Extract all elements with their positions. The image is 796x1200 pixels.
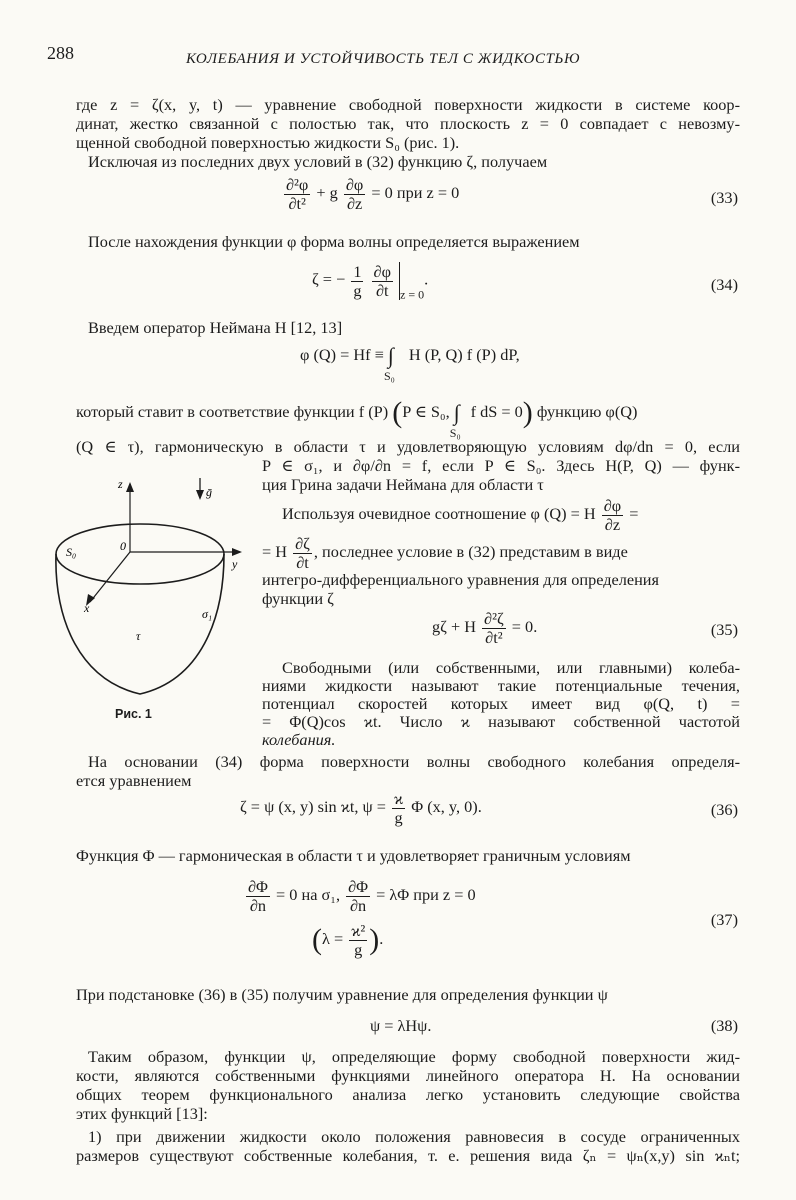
eq-text: + g — [316, 183, 338, 203]
equation-35 — [432, 610, 537, 647]
equation-37-line1 — [244, 878, 476, 915]
vessel-diagram — [40, 470, 260, 730]
x-axis — [90, 552, 130, 602]
equation-37-line2: (λ = $\frac{\text{ϰ²}}{g}$ ). — [312, 921, 384, 959]
equation-38: ψ = λHψ. — [370, 1016, 432, 1035]
text-line: ниями жидкости называют такие потенциальные течения, — [262, 676, 740, 695]
integral-subscript: S₀ — [383, 369, 395, 383]
text-line: размеров существуют собственные колебания, т. е. решения вида ζₙ = ψₙ(x,y) sin ϰₙt; — [76, 1146, 740, 1165]
eq-text: . — [379, 929, 384, 949]
text-line: общих теорем функционального анализа легко установить следующие свойства — [76, 1085, 740, 1104]
label-tau: τ — [136, 629, 141, 643]
label-z: z — [118, 477, 123, 491]
fraction-numerator: ∂Φ — [248, 877, 268, 896]
eq-text: φ (Q) = Hf ≡ — [300, 345, 384, 364]
label-s0: S₀ — [66, 545, 77, 559]
text-line: При подстановке (36) в (35) получим уравнение для определения функции ψ — [76, 985, 608, 1004]
eq-text: H (P, Q) f (P) dP, — [408, 345, 520, 364]
equation-label: (38) — [710, 1016, 738, 1035]
fraction-denominator: ∂z — [346, 194, 363, 213]
equation-neumann: φ $(Q) = Hf \equiv \int_{S_0}$ H (P, Q) f (P) dP, — [300, 343, 520, 383]
text-line: Таким образом, функции ψ, определяющие форму свободной поверхности жид- — [88, 1047, 740, 1066]
equation-label: (34) — [710, 275, 738, 294]
fraction-numerator: ∂ζ — [295, 534, 310, 553]
eval-subscript: z = 0 — [400, 287, 425, 302]
text-fragment: f dS = 0 — [470, 402, 523, 421]
text-line: щенной свободной поверхностью жидкости S₀ (рис. 1). — [76, 133, 460, 152]
page-number: 288 — [47, 43, 74, 63]
text-line: Введем оператор Неймана H [12, 13] — [88, 318, 343, 337]
text-fragment: = H — [262, 542, 288, 562]
figure-1 — [40, 470, 260, 730]
equation-label: (37) — [710, 910, 738, 929]
eq-text: ζ = ψ (x, y) sin ϰt, ψ = — [240, 797, 386, 817]
eq-text: gζ + H — [432, 617, 476, 637]
eq-text: ζ = − — [312, 269, 346, 289]
text-line: колебания. — [262, 730, 336, 749]
text-line: динат, жестко связанной с полостью так, что плоскость z = 0 совпадает с невозму- — [76, 114, 740, 133]
eq-text: = 0 на σ₁, — [276, 885, 341, 905]
fraction-numerator: ϰ — [394, 789, 404, 808]
integral-subscript: S₀ — [449, 426, 461, 440]
text-line: После нахождения функции φ форма волны определяется выражением — [88, 232, 580, 251]
fraction-denominator: g — [394, 808, 403, 827]
fraction-numerator: ∂φ — [345, 175, 364, 194]
fraction-numerator: ∂φ — [603, 496, 622, 515]
text-line: функции ζ — [262, 589, 334, 608]
text-line: этих функций [13]: — [76, 1104, 208, 1123]
text-fragment: P ∈ S₀, — [402, 402, 450, 421]
text-line: P ∈ σ₁, и ∂φ/∂n = f, если P ∈ S₀. Здесь H(P, Q) — функ- — [262, 456, 740, 475]
label-g: ḡ — [206, 485, 212, 499]
equation-36 — [240, 790, 482, 827]
gravity-arrow — [196, 490, 204, 500]
text-line: Исключая из последних двух условий в (32) функцию ζ, получаем — [88, 152, 548, 171]
label-origin: 0 — [120, 539, 126, 553]
fraction-numerator: ∂Φ — [348, 877, 369, 896]
fraction-denominator: g — [353, 280, 362, 300]
text-fragment: Используя очевидное соотношение φ (Q) = H — [282, 504, 596, 524]
text-line: Используя очевидное соотношение φ (Q) = H $\frac{\partial\varphi}{\partial z}$ = — [282, 496, 639, 534]
text-line: Свободными (или собственными, или главными) колеба- — [282, 658, 740, 677]
fraction-denominator: ∂n — [249, 896, 267, 915]
y-arrow — [232, 548, 242, 556]
eq-text: = 0. — [511, 617, 538, 637]
figure-caption: Рис. 1 — [115, 707, 152, 721]
fraction-denominator: ∂t — [375, 280, 389, 300]
fraction-denominator: ∂t² — [485, 628, 503, 647]
free-surface-ellipse — [56, 524, 224, 584]
text-fragment: , последнее условие в (32) представим в виде — [313, 542, 628, 562]
equation-label: (33) — [710, 188, 738, 207]
fraction-denominator: ∂t — [296, 553, 309, 572]
text-line: кости, являются собственными функциями линейного оператора H. На основании — [76, 1066, 740, 1085]
label-sigma: σ₁ — [202, 607, 213, 621]
label-x: x — [84, 601, 90, 615]
text-line: ется уравнением — [76, 771, 192, 790]
fraction-numerator: 1 — [353, 261, 362, 281]
fraction-numerator: ∂²ζ — [484, 609, 504, 628]
equation-label: (35) — [710, 620, 738, 639]
text-line: (Q ∈ τ), гармоническую в области τ и удовлетворяющую условиям dφ/dn = 0, если — [76, 437, 740, 456]
eq-text: . — [424, 269, 429, 289]
eq-text: = λΦ при z = 0 — [376, 885, 476, 905]
fraction-denominator: ∂z — [604, 515, 621, 534]
text-line: где z = ζ(x, y, t) — уравнение свободной поверхности жидкости в системе коор- — [76, 95, 740, 114]
fraction-numerator: ϰ² — [351, 921, 366, 940]
text-fragment: который ставит в соответствие функции f (P) — [76, 402, 389, 421]
eq-text: λ = — [322, 929, 344, 949]
eq-text: Φ (x, y, 0). — [411, 797, 482, 817]
equation-34 — [312, 262, 428, 305]
text-line: интегро-дифференциального уравнения для определения — [262, 570, 660, 589]
fraction-numerator: ∂²φ — [286, 175, 309, 194]
text-line: ция Грина задачи Неймана для области τ — [262, 475, 544, 494]
text-line: = Φ(Q)cos ϰt. Число ϰ называют собственной частотой — [262, 712, 740, 731]
text-line: 1) при движении жидкости около положения равновесия в сосуде ограниченных — [88, 1127, 740, 1146]
text-line — [262, 535, 628, 572]
equation-33 — [282, 176, 459, 213]
running-title: КОЛЕБАНИЯ И УСТОЙЧИВОСТЬ ТЕЛ С ЖИДКОСТЬЮ — [186, 51, 581, 67]
text-line: Функция Φ — гармоническая в области τ и удовлетворяет граничным условиям — [76, 846, 631, 865]
eq-text: = 0 при z = 0 — [371, 183, 460, 203]
label-y: y — [232, 557, 238, 571]
fraction-denominator: g — [354, 940, 363, 959]
fraction-numerator: ∂φ — [373, 261, 391, 281]
text-line: На основании (34) форма поверхности волны свободного колебания определя- — [88, 752, 740, 771]
fraction-denominator: ∂n — [349, 896, 367, 915]
fraction-denominator: ∂t² — [288, 194, 306, 213]
text-line: который ставит в соответствие функции f (P) (P ∈ S₀, $\int_{S_0}f$ dS = 0) функцию φ(Q) — [76, 396, 638, 440]
z-arrow — [126, 482, 134, 492]
text-line: потенциал скоростей которых имеет вид φ(Q, t) = — [262, 694, 740, 713]
equation-label: (36) — [710, 800, 738, 819]
text-fragment: функцию φ(Q) — [536, 402, 638, 421]
